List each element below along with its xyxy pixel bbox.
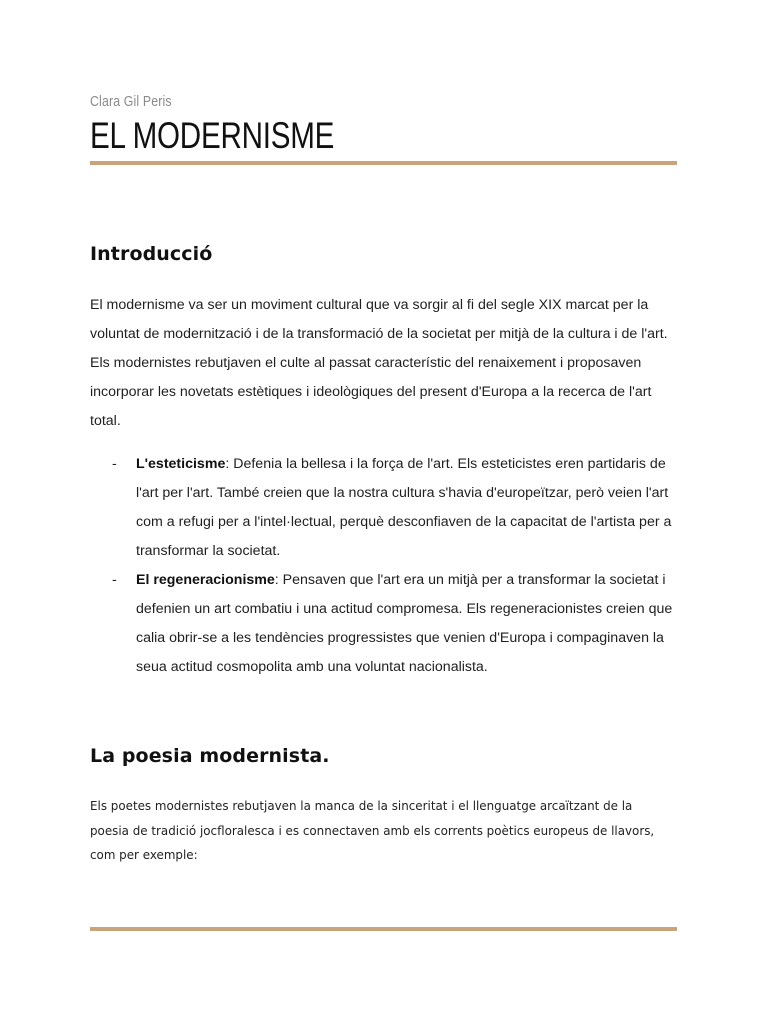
title-divider	[90, 161, 677, 165]
bullet-term: El regeneracionisme	[136, 572, 275, 588]
bullet-text: : Pensaven que l'art era un mitjà per a transformar la societat i defenien un art combatiu i una actitud compromesa. Els regeneracionistes creien que calia obrir-se a les tendències progressistes que venien d'Europa i compaginaven la seua actitud cosmopolita amb una voluntat nacionalista.	[136, 572, 673, 675]
section-heading-introduccio: Introducció	[90, 243, 213, 265]
list-item-regeneracionisme	[90, 566, 680, 682]
list-item-esteticisme	[90, 450, 680, 566]
bullet-text: : Defenia la bellesa i la força de l'art. Els esteticistes eren partidaris de l'art per l'art. També creien que la nostra cultura s'havia d'europeïtzar, però veien l'art com a refugi per a l'intel·lectual, perquè desconfiaven de la capacitat de l'artista per a transformar la societat.	[136, 456, 672, 559]
movements-list	[90, 450, 680, 682]
footer-divider	[90, 927, 677, 931]
poesia-paragraph: Els poetes modernistes rebutjaven la manca de la sinceritat i el llenguatge arcaïtzant de la poesia de tradició jocfloralesca i es connectaven amb els corrents poètics europeus de llavors, com per exemple:	[90, 798, 655, 862]
section-heading-poesia-modernista: La poesia modernista.	[90, 745, 330, 767]
bullet-dash: -	[112, 572, 117, 588]
bullet-term: L'esteticisme	[136, 456, 226, 472]
intro-paragraph: El modernisme va ser un moviment cultural que va sorgir al fi del segle XIX marcat per la voluntat de modernització i de la transformació de la societat per mitjà de la cultura i de l'art. Els modernistes rebutjaven el culte al passat característic del renaixement i proposaven incorporar les novetats estètiques i ideològiques del present d'Europa a la recerca de l'art total.	[90, 297, 668, 429]
bullet-dash: -	[112, 456, 117, 472]
author-name: Clara Gil Peris	[90, 93, 172, 110]
document-title: EL MODERNISME	[90, 115, 335, 156]
